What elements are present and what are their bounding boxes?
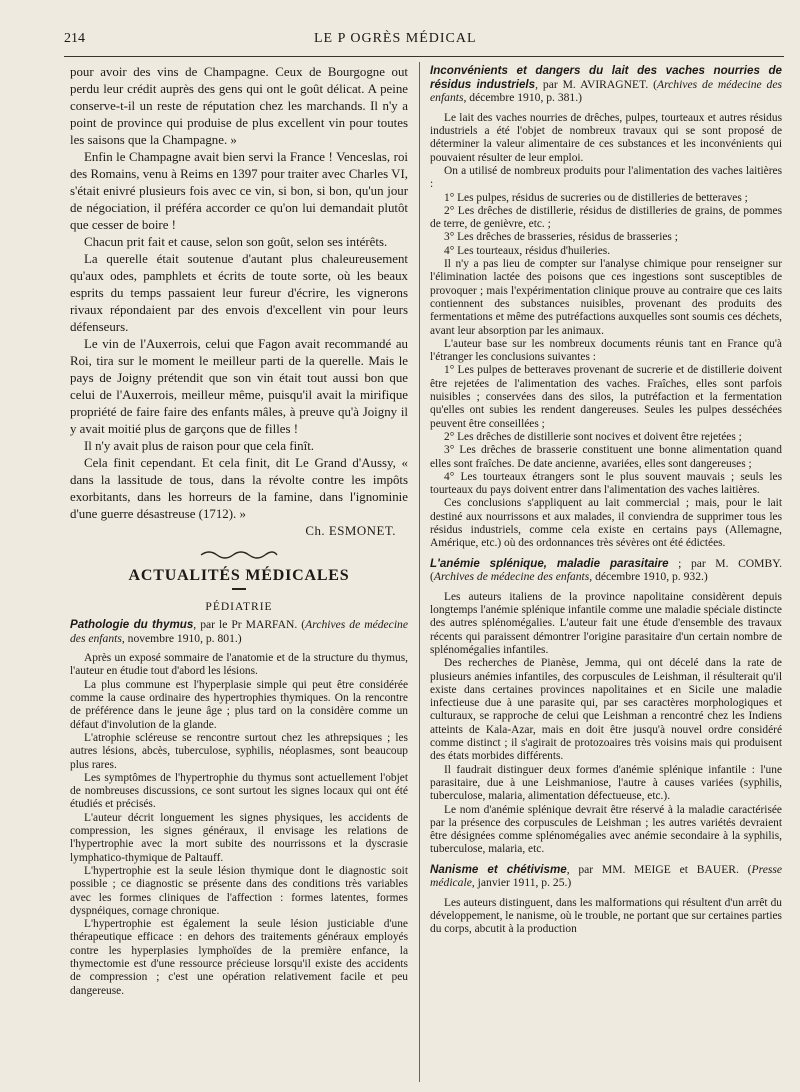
essay-paragraph: Il n'y avait plus de raison pour que cela finît. [84,439,314,453]
article-title: Pathologie du thymus [70,618,194,631]
article-paragraph: L'hypertrophie est également la seule lésion justiciable d'une thérapeutique efficace : en dehors des traitements généraux employés contre les hyperplasies lymphoïdes de la première enfance, la thymectomie est d'une ressource précieuse lorsqu'il existe des accidents de compression ; c'est une opération relativement facile et peu dangereuse. [70,918,408,997]
article-heading-anemie: L'anémie splénique, maladie parasitaire ; par M. COMBY. (Archives de médecine des enfants, décembre 1910, p. 932.) [430,556,783,584]
article-paragraph: 3° Les drêches de brasserie constituent une bonne alimentation quand elles sont fraîches. De date ancienne, avariées, elles sont dangereuses ; [430,444,782,470]
section-subtitle: PÉDIATRIE [205,601,273,613]
article-paragraph: La plus commune est l'hyperplasie simple qui peut être considérée comme la cause ordinaire des hypertrophies thymiques. On la rencontre de préférence dans le jeune âge ; plus tard on la considère comme un défaut d'involution de la glande. [70,678,408,731]
running-title: LE P OGRÈS MÉDICAL [314,31,477,46]
article-paragraph: Le nom d'anémie splénique devrait être réservé à la maladie caractérisée par la présence des corpuscules de Leishman ; les autres variétés devraient être désignées comme splénomégalies avec anémie secondaire à la syphilis, tuberculose, malaria, etc. [430,803,782,856]
article-paragraph: Il faudrait distinguer deux formes d'anémie splénique infantile : l'une parasitaire, due à une Leishmaniose, l'autre à causes variées (syphilis, tuberculose, malaria, alimentation défectueuse, etc.). [430,763,782,803]
essay-paragraph: pour avoir des vins de Champagne. Ceux de Bourgogne out perdu leur crédit auprès des gens qui ont le goût délicat. A peine conserve-t-il un reste de réputation chez les marchands. Il n'y a point de province qui produise de plus excellent vin pour toutes les saisons que la Champagne. » [70,65,408,147]
essay-paragraph: Cela finit cependant. Et cela finit, dit Le Grand d'Aussy, « dans la lassitude de tous, dans la révolte contre les impôts exorbitants, dans les horreurs de la famine, dans l'ignominie d'une guerre désastreuse (1712). » [70,456,408,521]
column-divider [419,62,420,1082]
article-body-thymus [70,652,408,998]
article-paragraph: On a utilisé de nombreux produits pour l'alimentation des vaches laitières : [430,164,782,191]
page-header [64,31,784,53]
article-paragraph: 4° Les tourteaux étrangers sont le plus souvent mauvais ; seuls les tourteaux du pays doivent entrer dans l'alimentation des vaches laitières. [430,470,782,497]
left-column [70,64,408,998]
section-title: ACTUALITÉS MÉDICALES [128,567,350,584]
article-paragraph: L'atrophie scléreuse se rencontre surtout chez les athrepsiques ; les autres lésions, abcès, tuberculose, syphilis, néoplasmes, sont beaucoup plus rares. [70,731,408,771]
article-heading-nanisme: Nanisme et chétivisme, par MM. MEIGE et BAUER. (Presse médicale, janvier 1911, p. 25.) [430,862,783,890]
article-paragraph: Il n'y a pas lieu de compter sur l'analyse chimique pour renseigner sur l'élimination lactée des poisons que ces ingestions sont susceptibles de provoquer ; mais l'expérimentation clinique prouve au contraire que ces laits contiennent des substances nuisibles, provenant des produits des fermentations et même des putréfactions auxquelles sont soumis ces déchets, avant leur absorption par les animaux. [430,258,782,337]
article-paragraph: 1° Les pulpes, résidus de sucreries ou de distilleries de betteraves ; [444,191,748,204]
article-body-nanisme [430,897,782,937]
article-body-lait [430,112,782,551]
article-title: Inconvénients et dangers du lait des vaches nourries de résidus industriels [430,64,782,91]
article-heading-thymus: Pathologie du thymus, par le Pr MARFAN. (Archives de médecine des enfants, novembre 1910, p. 801.) [70,618,408,645]
essay-paragraph: Enfin le Champagne avait bien servi la France ! Venceslas, roi des Romains, venu à Reims en 1397 pour traiter avec Charles VI, s'était enivré plusieurs fois avec ce vin, si bon, si bon, qu'un jour de négociation, il préféra accorder ce qu'on lui demandait plutôt que cesser de boire ! [70,150,408,232]
essay-paragraph: Le vin de l'Auxerrois, celui que Fagon avait recommandé au Roi, tira sur le moment le meilleur parti de la querelle. Mais le pays de Joigny prétendit que son vin était tout aussi bon que celui de l'Auxerrois, meilleur même, puisqu'il avait la mirifique propriété de faire faire des enfants mâles, à preuve qu'à Joigny il y avait moitié plus de garçons que de filles ! [70,337,408,436]
article-paragraph: Les auteurs italiens de la province napolitaine considèrent depuis longtemps l'anémie splénique infantile comme une maladie spéciale distincte des autres splénomégalies. L'auteur fait une étude d'ensemble des travaux récents qui paraissent démontrer l'origine parasitaire d'un certain nombre de splénomégalies infantiles. [430,590,782,656]
article-paragraph: Le lait des vaches nourries de drêches, pulpes, tourteaux et autres résidus industriels a été l'objet de nombreux travaux qui se sont proposé de déterminer la valeur alimentaire de ces substances et les inconvénients qui pouvaient résulter de leur emploi. [430,111,782,164]
header-rule [64,56,784,57]
author-signature: Ch. ESMONET. [305,524,396,538]
article-paragraph: Ces conclusions s'appliquent au lait commercial ; mais, pour le lait destiné aux nourrissons et aux malades, il conviendra de supprimer tous les résidus industriels, comme cela existe en certains pays (Allemagne, Amérique, etc.) où des ordonnances très sévères ont été édictées. [430,497,782,550]
article-heading-lait: Inconvénients et dangers du lait des vaches nourries de résidus industriels, par M. AVIRAGNET. (Archives de médecine des enfants, décembre 1910, p. 381.) [430,64,783,105]
essay-paragraph: La querelle était soutenue d'autant plus chaleureusement qu'aux odes, pamphlets et écrits de toute sorte, où les beaux esprits du temps passaient leur fureur d'écrire, les vignerons rivaux répondaient par des envois d'excellent vin pour leurs défenseurs. [70,252,408,334]
article-title: Nanisme et chétivisme [430,862,567,876]
article-paragraph: Les auteurs distinguent, dans les malformations qui résultent d'un arrêt du développement, le nanisme, où le trouble, ne portant que sur certaines parties du corps, abcutit à la production [430,896,782,936]
essay-continuation [70,64,408,540]
article-paragraph: L'hypertrophie est la seule lésion thymique dont le diagnostic soit possible ; ce diagnostic se présente dans des conditions très variables avec les formes cliniques de l'affection : formes latentes, formes dyspnéiques, cornage chronique. [70,864,408,917]
right-column [430,64,782,937]
essay-paragraph: Chacun prit fait et cause, selon son goût, selon ses intérêts. [84,235,388,249]
page-number: 214 [64,31,85,46]
article-body-anemie [430,591,782,857]
article-paragraph: L'auteur base sur les nombreux documents réunis tant en France qu'à l'étranger les conclusions suivantes : [430,337,782,364]
article-paragraph: Après un exposé sommaire de l'anatomie et de la structure du thymus, l'auteur en étudie tout d'abord les lésions. [70,652,408,678]
article-paragraph: Des recherches de Pianèse, Jemma, qui ont décelé dans la rate de plusieurs anémies infantiles, des corpuscules de Leishman, il résulterait qu'il existe dans certaines provinces napolitaines et en Sicile une maladie infectieuse due à une parasite qui, par ses caractères morphologiques et culturaux, se rapproche de celui que Leishman a rencontré chez les Indiens atteints de Kala-Azar, mais en doit être jusqu'à nouvel ordre considéré comme distinct ; il s'agirait de protozoaires très voisins mais qui produisent des états morbides différents. [430,657,782,763]
article-paragraph: L'auteur décrit longuement les signes physiques, les accidents de compression, les signes généraux, il envisage les relations de l'hypertrophie avec la mort subite des nourrissons et la dyscrasie lymphatico-thymique de Paltauff. [70,811,408,864]
article-paragraph: 1° Les pulpes de betteraves provenant de sucrerie et de distillerie doivent être rejetées de l'alimentation des vaches. Fraîches, elles sont parfois nuisibles ; conservées dans des silos, la putréfaction et la fermentation qu'elles ont subies les rendent dangereuses. Seules les pulpes desséchées peuvent être conseillées ; [430,364,782,430]
article-title: L'anémie splénique, maladie parasitaire [430,556,669,570]
section-title-rule [232,588,246,590]
article-paragraph: 3° Les drêches de brasseries, résidus de brasseries ; [444,231,678,244]
article-paragraph: Les symptômes de l'hypertrophie du thymus sont actuellement l'objet de nombreuses discussions, ce sont surtout les signes locaux qui ont été étudiés et précisés. [70,771,408,811]
flourish-ornament [70,548,408,560]
article-paragraph: 2° Les drêches de distillerie, résidus de distilleries de grains, de pommes de terre, de genièvre, etc. ; [430,204,782,231]
article-paragraph: 4° Les tourteaux, résidus d'huileries. [444,244,611,257]
article-paragraph: 2° Les drêches de distillerie sont nocives et doivent être rejetées ; [444,430,742,443]
